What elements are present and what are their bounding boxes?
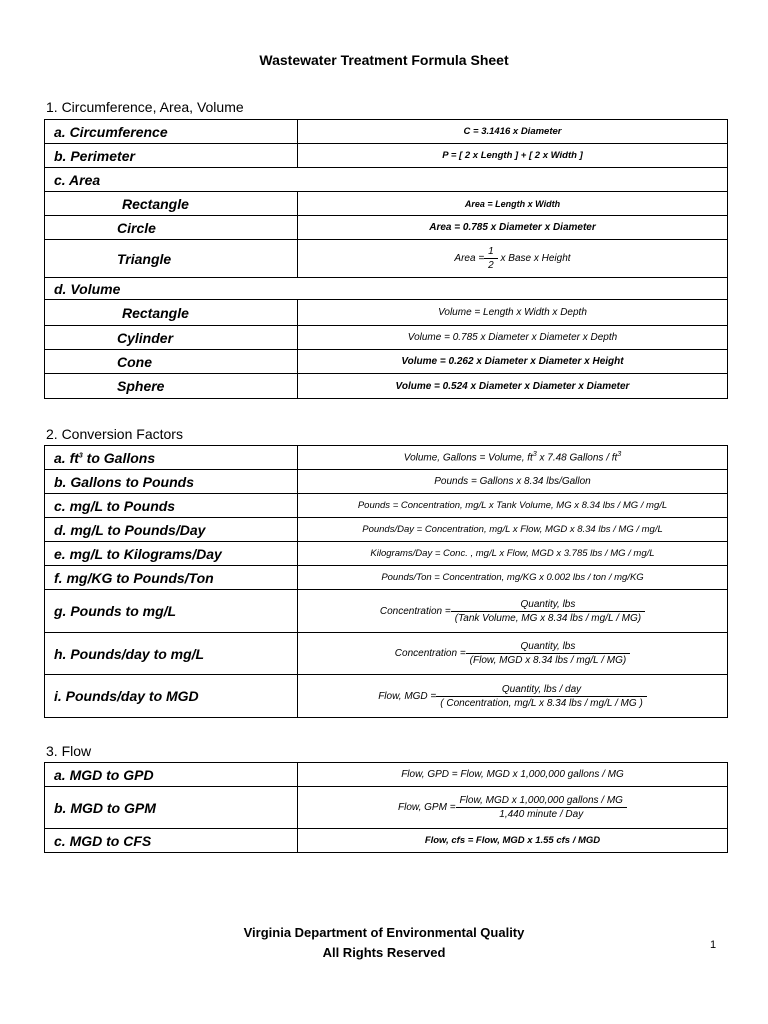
row-label: c. MGD to CFS xyxy=(45,829,298,853)
footer xyxy=(0,923,768,963)
row-formula xyxy=(298,240,728,278)
formula-superscript: 3 xyxy=(532,451,537,459)
table-row xyxy=(45,829,728,853)
fraction-numerator: Quantity, lbs xyxy=(466,641,631,654)
formula-prefix: Flow, MGD = xyxy=(378,690,437,702)
row-formula: C = 3.1416 x Diameter xyxy=(298,120,728,144)
row-label: Rectangle xyxy=(45,192,298,216)
fraction-denominator: (Tank Volume, MG x 8.34 lbs / mg/L / MG) xyxy=(454,612,642,624)
table-row xyxy=(45,494,728,518)
row-label: a. MGD to GPD xyxy=(45,763,298,787)
row-formula: P = [ 2 x Length ] + [ 2 x Width ] xyxy=(298,144,728,168)
fraction-denominator: 2 xyxy=(488,260,494,271)
row-formula: Kilograms/Day = Conc. , mg/L x Flow, MGD x 3.785 lbs / MG / mg/L xyxy=(298,542,728,566)
fraction-denominator: 1,440 minute / Day xyxy=(499,809,584,820)
row-formula xyxy=(298,446,728,470)
table-row xyxy=(45,446,728,470)
fraction-numerator: Quantity, lbs xyxy=(451,599,645,612)
label-text: a. ft xyxy=(54,449,79,466)
row-label: Rectangle xyxy=(45,300,298,326)
table-row xyxy=(45,240,728,278)
fraction-numerator: Flow, MGD x 1,000,000 gallons / MG xyxy=(456,795,627,808)
row-formula: Volume = 0.524 x Diameter x Diameter x Diameter xyxy=(298,374,728,399)
table-row xyxy=(45,216,728,240)
table-row xyxy=(45,120,728,144)
table-row xyxy=(45,590,728,633)
row-label: b. Perimeter xyxy=(45,144,298,168)
table-row xyxy=(45,168,728,192)
row-label: Circle xyxy=(45,216,298,240)
formula-text: Volume, Gallons = Volume, ft xyxy=(403,452,533,464)
label-text: to Gallons xyxy=(82,449,156,466)
row-label: f. mg/KG to Pounds/Ton xyxy=(45,566,298,590)
row-label: Triangle xyxy=(45,240,298,278)
row-formula xyxy=(298,590,728,633)
row-label: i. Pounds/day to MGD xyxy=(45,675,298,718)
table-row xyxy=(45,374,728,399)
row-formula: Volume = 0.785 x Diameter x Diameter x Depth xyxy=(298,326,728,350)
row-formula xyxy=(298,675,728,718)
fraction-numerator: Quantity, lbs / day xyxy=(436,684,647,697)
table-row xyxy=(45,566,728,590)
row-formula xyxy=(298,633,728,675)
label-superscript: 3 xyxy=(78,451,83,459)
table-row xyxy=(45,633,728,675)
table-row xyxy=(45,542,728,566)
row-label: b. MGD to GPM xyxy=(45,787,298,829)
section-heading-flow: 3. Flow xyxy=(46,743,92,759)
row-formula: Volume = 0.262 x Diameter x Diameter x Height xyxy=(298,350,728,374)
fraction xyxy=(456,795,627,820)
fraction-denominator: (Flow, MGD x 8.34 lbs / mg/L / MG) xyxy=(469,655,627,666)
fraction-denominator: ( Concentration, mg/L x 8.34 lbs / mg/L / MG ) xyxy=(440,697,643,709)
table-row xyxy=(45,192,728,216)
table-circumference-area-volume xyxy=(44,119,728,399)
table-row xyxy=(45,518,728,542)
fraction xyxy=(466,641,631,666)
footer-rights: All Rights Reserved xyxy=(322,945,446,960)
row-formula xyxy=(298,787,728,829)
row-formula: Pounds/Ton = Concentration, mg/KG x 0.002 lbs / ton / mg/KG xyxy=(298,566,728,590)
fraction-numerator: 1 xyxy=(484,246,498,259)
row-label: b. Gallons to Pounds xyxy=(45,470,298,494)
row-formula: Pounds/Day = Concentration, mg/L x Flow, MGD x 8.34 lbs / MG / mg/L xyxy=(298,518,728,542)
formula-prefix: Concentration = xyxy=(379,605,451,617)
row-formula: Area = 0.785 x Diameter x Diameter xyxy=(298,216,728,240)
table-row xyxy=(45,326,728,350)
row-formula: Area = Length x Width xyxy=(298,192,728,216)
table-row xyxy=(45,300,728,326)
row-label: d. Volume xyxy=(45,278,728,300)
table-row xyxy=(45,675,728,718)
formula-superscript: 3 xyxy=(617,451,622,459)
row-formula: Pounds = Gallons x 8.34 lbs/Gallon xyxy=(298,470,728,494)
table-row xyxy=(45,763,728,787)
fraction xyxy=(484,246,498,271)
row-formula: Flow, GPD = Flow, MGD x 1,000,000 gallons / MG xyxy=(298,763,728,787)
table-row xyxy=(45,278,728,300)
table-conversion-factors xyxy=(44,445,728,718)
page-title: Wastewater Treatment Formula Sheet xyxy=(259,52,509,68)
formula-text: x 7.48 Gallons / ft xyxy=(536,452,618,464)
table-flow xyxy=(44,762,728,853)
fraction xyxy=(436,684,647,709)
row-label: d. mg/L to Pounds/Day xyxy=(45,518,298,542)
row-label: c. mg/L to Pounds xyxy=(45,494,298,518)
section-heading-circumference-area-volume: 1. Circumference, Area, Volume xyxy=(46,99,244,115)
section-heading-conversion-factors: 2. Conversion Factors xyxy=(46,426,183,442)
row-label: a. Circumference xyxy=(45,120,298,144)
row-label: c. Area xyxy=(45,168,728,192)
row-label xyxy=(45,446,298,470)
page-number: 1 xyxy=(710,939,717,951)
formula-prefix: Area = xyxy=(454,253,485,264)
fraction xyxy=(451,599,645,624)
table-row xyxy=(45,787,728,829)
row-label: e. mg/L to Kilograms/Day xyxy=(45,542,298,566)
footer-organization: Virginia Department of Environmental Quality xyxy=(243,925,525,940)
table-row xyxy=(45,144,728,168)
formula-suffix: x Base x Height xyxy=(500,253,571,264)
formula-prefix: Concentration = xyxy=(394,648,466,659)
row-formula: Volume = Length x Width x Depth xyxy=(298,300,728,326)
formula-prefix: Flow, GPM = xyxy=(398,802,456,813)
row-label: g. Pounds to mg/L xyxy=(45,590,298,633)
row-label: Sphere xyxy=(45,374,298,399)
table-row xyxy=(45,470,728,494)
table-row xyxy=(45,350,728,374)
row-formula: Pounds = Concentration, mg/L x Tank Volume, MG x 8.34 lbs / MG / mg/L xyxy=(298,494,728,518)
row-label: h. Pounds/day to mg/L xyxy=(45,633,298,675)
row-label: Cylinder xyxy=(45,326,298,350)
row-label: Cone xyxy=(45,350,298,374)
row-formula: Flow, cfs = Flow, MGD x 1.55 cfs / MGD xyxy=(298,829,728,853)
